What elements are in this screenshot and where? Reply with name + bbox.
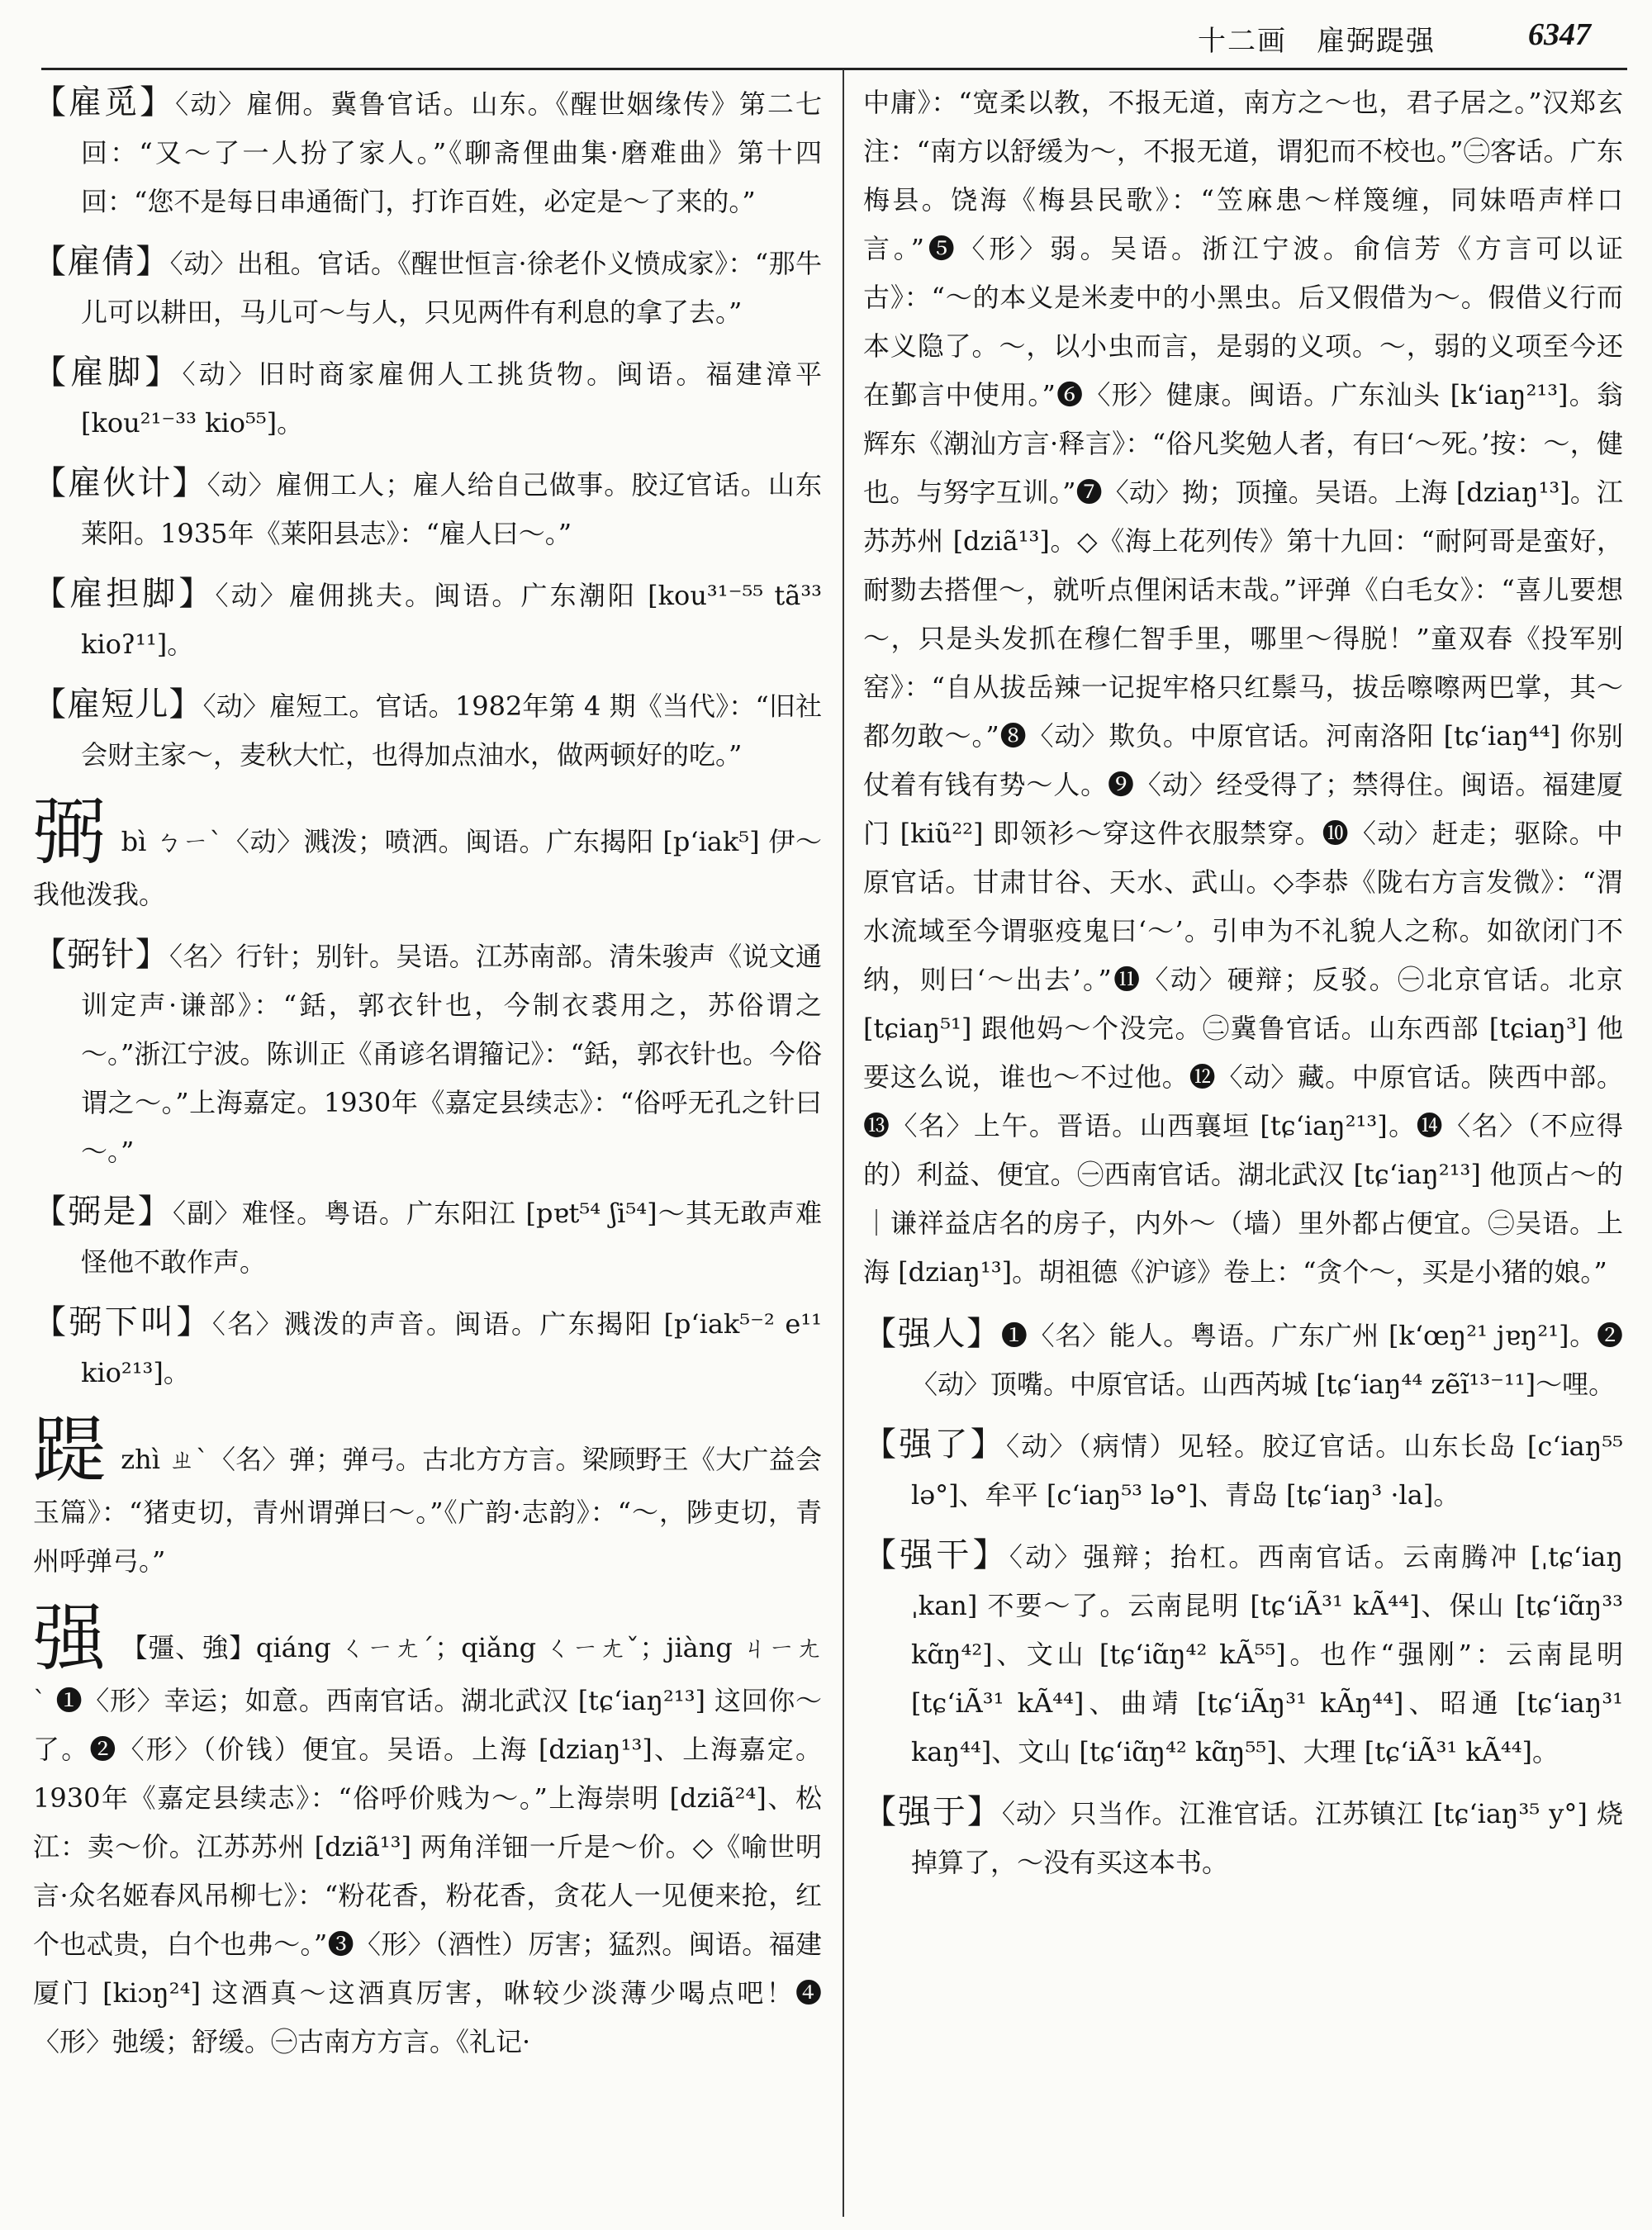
entry-body: 【彊、強】qiáng ㄑㄧㄤˊ；qiǎng ㄑㄧㄤˇ；jiàng ㄐㄧㄤˋ ❶〈形〉幸运；如意。西南官话。湖北武汉 [tɕʻiaŋ²¹³] 这回你～了。❷〈形〉（价钱）便宜。吴语。上海 [dziaŋ¹³]、上海嘉定。1930年《嘉定县续志》：“俗呼价贱为～。”上海崇明 [dziã²⁴]、松江：卖～价。江苏苏州 [dziã¹³] 两角洋钿一斤是～价。◇《喻世明言·众名姬春风吊柳七》：“粉花香，粉花香，贪花人一见便来抢，红个也忒贵，白个也弗～。”❸〈形〉（酒性）厉害；猛烈。闽语。福建厦门 [kiɔŋ²⁴] 这酒真～这酒真厉害，咻较少淡薄少喝点吧！❹〈形〉弛缓；舒缓。㊀古南方方言。《礼记· [33,1632,822,2057]
head-character: 踶 [33,1407,107,1492]
char-entry-qiang [33,1596,822,2066]
entry-headword: 【强人】 [863,1315,1001,1353]
header-rule [41,68,1627,70]
entry-body: 〈动〉雇佣工人；雇人给自己做事。胶辽官话。山东莱阳。1935年《莱阳县志》：“雇人曰～。” [81,469,822,549]
entry-gu-huo-ji [33,459,822,558]
entry-bi-xia-jiao [33,1298,822,1397]
entry-body: 〈动〉雇短工。官话。1982年第 4 期《当代》：“旧社会财主家～，麦秋大忙，也得加点油水，做两顿好的吃。” [81,690,822,771]
entry-headword: 【弼针】 [33,936,169,974]
entry-gu-dan-jiao [33,570,822,669]
entry-body: 〈名〉溅泼的声音。闽语。广东揭阳 [pʻiak⁵⁻² e¹¹ kio²¹³]。 [81,1308,822,1388]
entry-headword: 【雇伙计】 [33,464,207,502]
entry-body: 〈动〉旧时商家雇佣人工挑货物。闽语。福建漳平 [kou²¹⁻³³ kio⁵⁵]。 [81,358,822,439]
entry-headword: 【弼是】 [33,1193,173,1231]
head-character: 强 [33,1596,107,1681]
entry-gu-qian [33,238,822,337]
entry-headword: 【弼下叫】 [33,1303,212,1341]
entry-bi-zhen [33,931,822,1176]
entry-qiang-gan [863,1531,1623,1777]
entry-qiang-yu [863,1788,1623,1887]
char-entry-zhi [33,1407,822,1586]
entry-qiang-ren [863,1310,1623,1409]
entry-headword: 【雇担脚】 [33,575,216,613]
entry-body: 〈动〉出租。官话。《醒世恒言·徐老仆义愤成家》：“那牛儿可以耕田，马儿可～与人，只见两件有利息的拿了去。” [81,248,822,328]
entry-headword: 【雇脚】 [33,353,183,391]
entry-bi-shi [33,1188,822,1287]
entry-gu-duan-er [33,681,822,780]
right-column [863,78,1623,2218]
entry-body: 〈副〉难怪。粤语。广东阳江 [pɐt⁵⁴ ʃi⁵⁴]～其无敢声难怪他不敢作声。 [81,1198,822,1278]
entry-body: ❶〈名〉能人。粤语。广东广州 [kʻœŋ²¹ jɐŋ²¹]。❷〈动〉顶嘴。中原官话。山西芮城 [tɕʻiaŋ⁴⁴ zẽĩ¹³⁻¹¹]～哩。 [911,1320,1623,1400]
running-title: 十二画 雇弼踶强 [1198,25,1436,58]
head-character: 弼 [33,790,107,875]
entry-headword: 【强于】 [863,1793,1002,1831]
entry-body: 〈动〉（病情）见轻。胶辽官话。山东长岛 [cʻiaŋ⁵⁵ lə°]、牟平 [cʻiaŋ⁵³ lə°]、青岛 [tɕʻiaŋ³ ·la]。 [911,1431,1623,1511]
entry-headword: 【雇倩】 [33,243,170,281]
entry-qiang-le [863,1421,1623,1520]
entry-headword: 【雇觅】 [33,83,176,121]
page-header [0,0,1652,74]
column-divider [843,69,844,2217]
entry-body: bì ㄅㄧˋ〈动〉溅泼；喷洒。闽语。广东揭阳 [pʻiak⁵] 伊～我他泼我。 [33,826,822,910]
entry-gu-mi [33,78,822,226]
char-entry-bi [33,790,822,919]
entry-body: 〈动〉只当作。江淮官话。江苏镇江 [tɕʻiaŋ³⁵ y°] 烧掉算了，～没有买这本书。 [911,1798,1623,1878]
entry-body: 〈动〉雇佣。冀鲁官话。山东。《醒世姻缘传》第二七回：“又～了一人扮了家人。”《聊斋俚曲集·磨难曲》第十四回：“您不是每日串通衙门，打诈百姓，必定是～了来的。” [81,88,822,217]
left-column [33,78,822,2218]
entry-body: 〈动〉强辩；抬杠。西南官话。云南腾冲 [ˌtɕʻiaŋ ˌkan] 不要～了。云南昆明 [tɕʻiÃ³¹ kÃ⁴⁴]、保山 [tɕʻiɑ̃ŋ³³ kɑ̃ŋ⁴²]、文山 [tɕʻiɑ̃ŋ⁴² kÃ⁵⁵]。也作“强刚”：云南昆明 [tɕʻiÃ³¹ kÃ⁴⁴]、曲靖 [tɕʻiÃŋ³¹ kÃŋ⁴⁴]、昭通 [tɕʻiaŋ³¹ kaŋ⁴⁴]、文山 [tɕʻiɑ̃ŋ⁴² kɑ̃ŋ⁵⁵]、大理 [tɕʻiÃ³¹ kÃ⁴⁴]。 [911,1541,1623,1767]
entry-continuation: 中庸》：“宽柔以教，不报无道，南方之～也，君子居之。”汉郑玄注：“南方以舒缓为～，不报无道，谓犯而不校也。”㊁客话。广东梅县。饶海《梅县民歌》：“笠麻患～样篾缠，同妹唔声样口言。”❺〈形〉弱。吴语。浙江宁波。俞信芳《方言可以证古》：“～的本义是米麦中的小黑虫。后又假借为～。假借义行而本义隐了。～，以小虫而言，是弱的义项。～，弱的义项至今还在鄞言中使用。”❻〈形〉健康。闽语。广东汕头 [kʻiaŋ²¹³]。翁辉东《潮汕方言·释言》：“俗凡奖勉人者，有曰‘～死。’按：～，健也。与努字互训。”❼〈动〉拗；顶撞。吴语。上海 [dziaŋ¹³]。江苏苏州 [dziã¹³]。◇《海上花列传》第十九回：“耐阿哥是蛮好，耐勠去搭俚～，就听点俚闲话末哉。”评弹《白毛女》：“喜儿要想～，只是头发抓在穆仁智手里，哪里～得脱！”童双春《投军别窑》：“自从拔岳辣一记捉牢格只红鬃马，拔岳嚓嚓两巴掌，其～都勿敢～。”❽〈动〉欺负。中原官话。河南洛阳 [tɕʻiaŋ⁴⁴] 你别仗着有钱有势～人。❾〈动〉经受得了；禁得住。闽语。福建厦门 [kiũ²²] 即领衫～穿这件衣服禁穿。❿〈动〉赶走；驱除。中原官话。甘肃甘谷、天水、武山。◇李恭《陇右方言发微》：“渭水流域至今谓驱疫鬼曰‘～’。引申为不礼貌人之称。如欲闭门不纳，则曰‘～出去’。”⓫〈动〉硬辩；反驳。㊀北京官话。北京 [tɕiaŋ⁵¹] 跟他妈～个没完。㊁冀鲁官话。山东西部 [tɕiaŋ³] 他要这么说，谁也～不过他。⓬〈动〉藏。中原官话。陕西中部。⓭〈名〉上午。晋语。山西襄垣 [tɕʻiaŋ²¹³]。⓮〈名〉（不应得的）利益、便宜。㊀西南官话。湖北武汉 [tɕʻiaŋ²¹³] 他顶占～的｜谦祥益店名的房子，内外～（墙）里外都占便宜。㊁吴语。上海 [dziaŋ¹³]。胡祖德《沪谚》卷上：“贪个～，买是小猪的娘。” [863,87,1623,1288]
entry-body: 〈名〉行针；别针。吴语。江苏南部。清朱骏声《说文通训定声·谦部》：“銛，郭衣针也，今制衣裘用之，苏俗谓之～。”浙江宁波。陈训正《甬谚名谓籀记》：“銛，郭衣针也。今俗谓之～。”上海嘉定。1930年《嘉定县续志》：“俗呼无孔之针曰～。” [81,941,822,1167]
entry-body: zhì ㄓˋ〈名〉弹；弹弓。古北方方言。梁顾野王《大广益会玉篇》：“猪吏切，青州谓弹曰～。”《广韵·志韵》：“～，陟吏切，青州呼弹弓。” [33,1444,822,1577]
entry-headword: 【雇短儿】 [33,686,203,724]
entry-headword: 【强了】 [863,1426,1006,1464]
entry-body: 〈动〉雇佣挑夫。闽语。广东潮阳 [kou³¹⁻⁵⁵ tã³³ kioʔ¹¹]。 [81,580,822,660]
entry-headword: 【强干】 [863,1536,1009,1574]
entry-gu-jiao [33,349,822,448]
page-number: 6347 [1528,17,1591,52]
